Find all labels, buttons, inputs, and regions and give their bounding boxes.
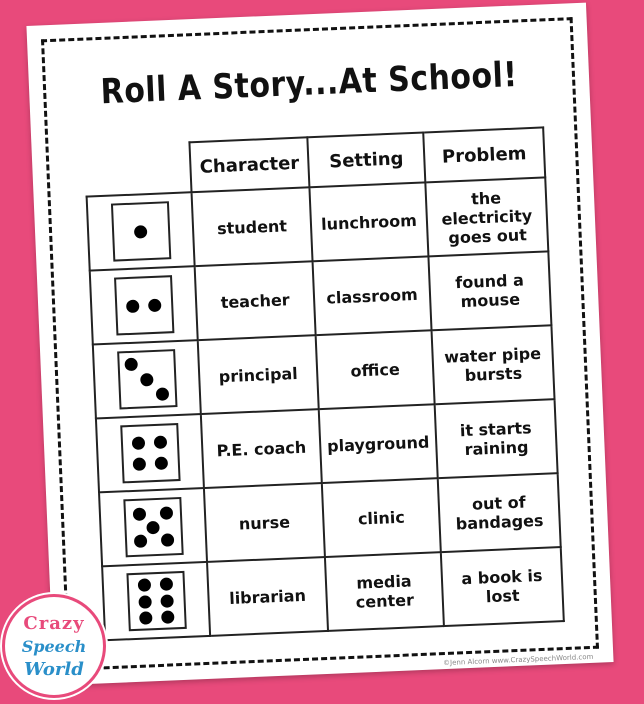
- header-character: Character: [189, 137, 309, 192]
- logo-line-crazy: Crazy: [23, 613, 85, 634]
- die-face-5-icon: [123, 497, 183, 557]
- die-pip: [160, 533, 174, 547]
- setting-cell: lunchroom: [309, 182, 428, 261]
- die-face-4-icon: [120, 423, 180, 483]
- die-face-6-icon: [126, 571, 186, 631]
- logo-line-world: World: [24, 659, 84, 680]
- die-pip: [161, 610, 175, 624]
- die-face-3-icon: [117, 349, 177, 409]
- die-pip: [132, 507, 146, 521]
- die-pip: [139, 611, 153, 625]
- die-face-1-icon: [110, 201, 170, 261]
- header-blank: [85, 142, 192, 196]
- die-pip: [154, 457, 168, 471]
- die-pip: [156, 387, 170, 401]
- die-cell: [102, 562, 210, 640]
- die-face-2-icon: [114, 275, 174, 335]
- problem-cell: found a mouse: [428, 251, 551, 330]
- die-cell: [93, 340, 201, 418]
- setting-cell: classroom: [313, 256, 432, 335]
- die-pip: [132, 436, 146, 450]
- die-pip: [148, 298, 162, 312]
- worksheet-title: Roll A Story...At School!: [99, 54, 519, 113]
- header-problem: Problem: [423, 127, 545, 182]
- die-cell: [90, 266, 198, 344]
- die-cell: [87, 192, 195, 270]
- setting-cell: media center: [325, 552, 444, 631]
- die-pip: [126, 299, 140, 313]
- die-pip: [159, 578, 173, 592]
- die-pip: [133, 458, 147, 472]
- die-pip: [133, 534, 147, 548]
- die-pip: [134, 225, 148, 239]
- problem-cell: it starts raining: [435, 399, 558, 478]
- header-setting: Setting: [307, 132, 425, 187]
- die-pip: [140, 373, 154, 387]
- story-table: [83, 126, 564, 641]
- worksheet: [26, 3, 613, 686]
- die-cell: [96, 414, 204, 492]
- problem-cell: water pipe bursts: [432, 325, 555, 404]
- copyright-footer: ©Jenn Alcorn www.CrazySpeechWorld.com: [442, 652, 594, 668]
- die-pip: [153, 435, 167, 449]
- character-cell: P.E. coach: [201, 409, 322, 488]
- die-pip: [146, 520, 160, 534]
- problem-cell: out of bandages: [438, 473, 561, 552]
- setting-cell: clinic: [322, 478, 441, 557]
- setting-cell: office: [316, 330, 435, 409]
- character-cell: student: [192, 187, 313, 266]
- character-cell: librarian: [207, 557, 328, 636]
- character-cell: nurse: [204, 483, 325, 562]
- die-cell: [99, 488, 207, 566]
- setting-cell: playground: [319, 404, 438, 483]
- die-pip: [160, 594, 174, 608]
- die-pip: [138, 579, 152, 593]
- crazy-speech-world-logo: [2, 594, 106, 698]
- character-cell: principal: [198, 335, 319, 414]
- character-cell: teacher: [195, 261, 316, 340]
- logo-line-speech: Speech: [21, 637, 87, 656]
- die-pip: [139, 595, 153, 609]
- die-pip: [124, 358, 138, 372]
- problem-cell: the electricity goes out: [425, 177, 548, 256]
- problem-cell: a book is lost: [441, 547, 564, 626]
- die-pip: [159, 506, 173, 520]
